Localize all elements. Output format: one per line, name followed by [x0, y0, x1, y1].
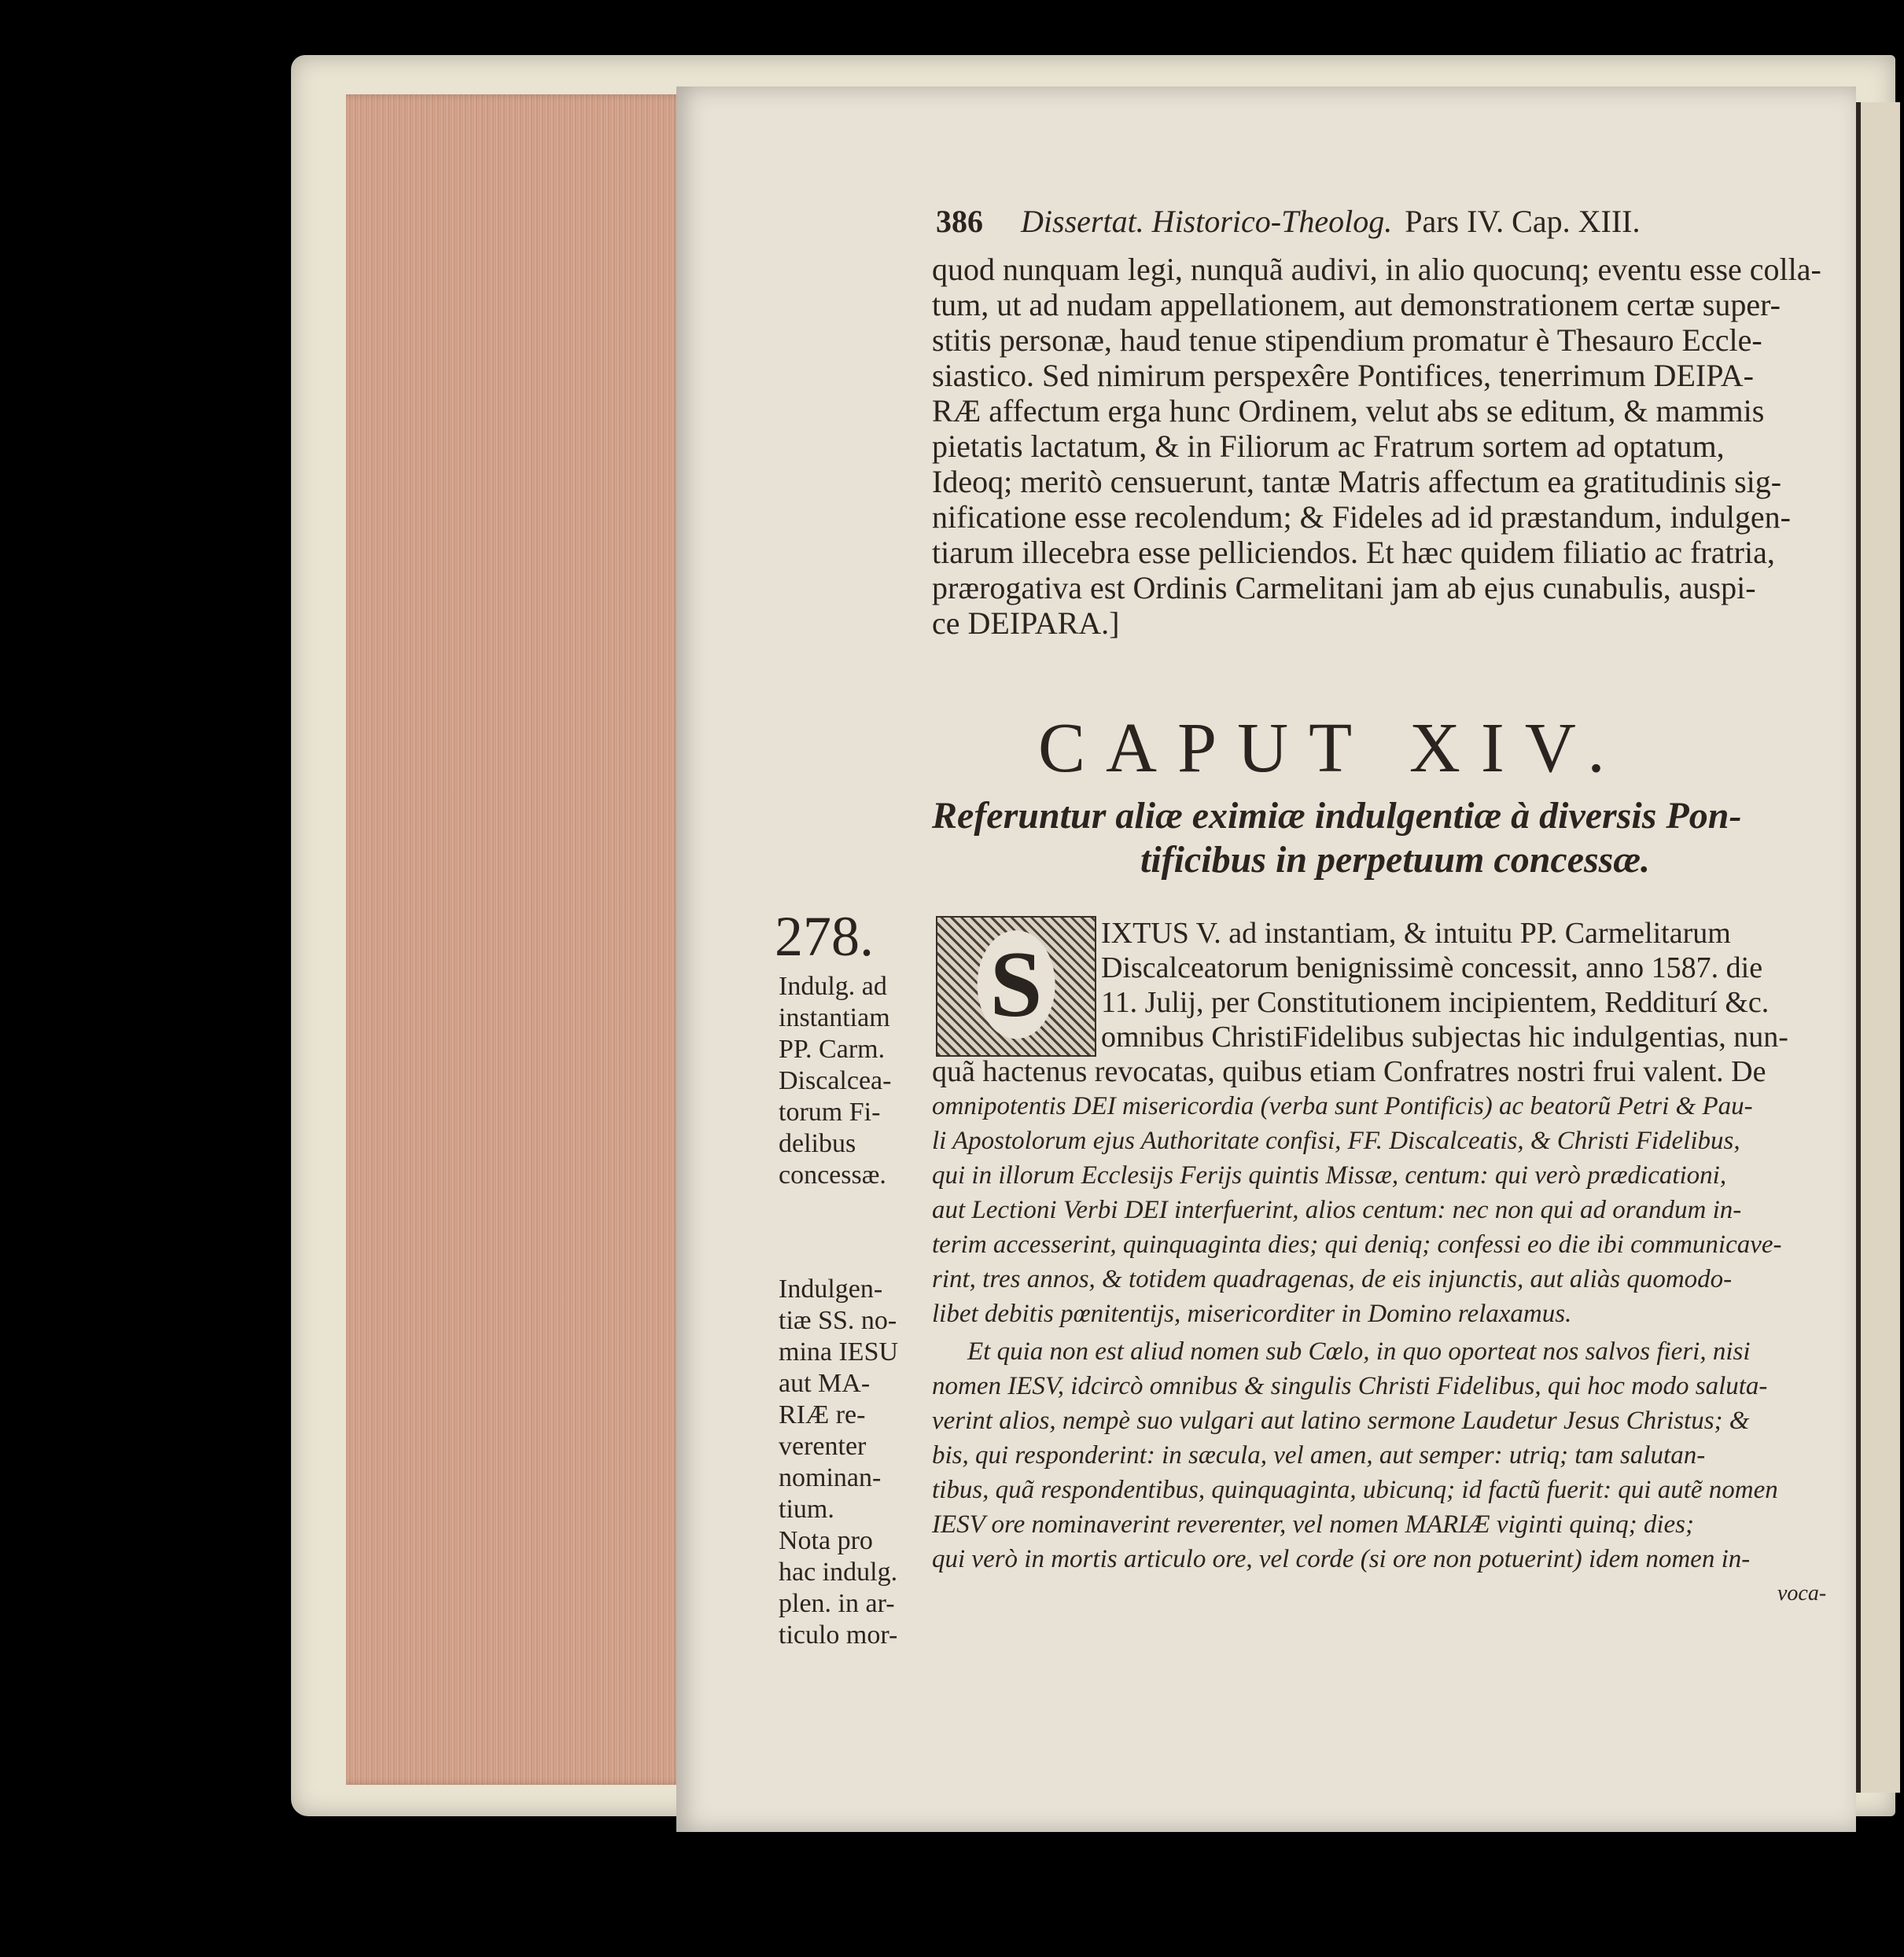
margin-line: Nota pro — [779, 1526, 873, 1555]
text-line: tum, ut ad nudam appellationem, aut demonstrationem certæ super- — [932, 287, 1781, 322]
text-line: aut Lectioni Verbi DEI interfuerint, alios centum: nec non qui ad orandum in- — [932, 1196, 1742, 1224]
catchword: voca- — [1777, 1581, 1827, 1606]
initial-letter: S — [978, 930, 1055, 1039]
paragraph-number: 278. — [775, 905, 874, 968]
margin-line: Indulg. ad — [779, 972, 887, 1001]
margin-line: aut MA- — [779, 1369, 871, 1398]
text-line: siastico. Sed nimirum perspexêre Pontifices, tenerrimum DEIPA- — [932, 358, 1754, 393]
text-line: omnibus ChristiFidelibus subjectas hic indulgentias, nun- — [1101, 1021, 1788, 1054]
margin-line: tiæ SS. no- — [779, 1306, 897, 1335]
margin-line: plen. in ar- — [779, 1589, 895, 1618]
text-line: pietatis lactatum, & in Filiorum ac Fratrum sortem ad optatum, — [932, 429, 1725, 464]
chapter-subtitle-line2: tificibus in perpetuum concessæ. — [1140, 839, 1651, 881]
text-line: verint alios, nempè suo vulgari aut latino sermone Laudetur Jesus Christus; & — [932, 1407, 1750, 1435]
margin-line: ticulo mor- — [779, 1620, 898, 1650]
margin-note-1 — [779, 971, 891, 1191]
text-line: qui in illorum Ecclesijs Ferijs quintis Missæ, centum: qui verò prædicationi, — [932, 1161, 1727, 1190]
running-title: Dissertat. Historico-Theolog. — [1021, 204, 1393, 239]
text-line: libet debitis pœnitentijs, misericorditer in Domino relaxamus. — [932, 1300, 1572, 1328]
margin-line: tium. — [779, 1495, 834, 1524]
text-line: RÆ affectum erga hunc Ordinem, velut abs se editum, & mammis — [932, 393, 1765, 429]
margin-line: concessæ. — [779, 1161, 886, 1190]
margin-line: RIÆ re- — [779, 1400, 866, 1429]
text-line: quã hactenus revocatas, quibus etiam Confratres nostri frui valent. De — [932, 1055, 1766, 1088]
text-line: omnipotentis DEI misericordia (verba sunt Pontificis) ac beatorũ Petri & Pau- — [932, 1092, 1753, 1120]
margin-note-2 — [779, 1274, 898, 1651]
text-line: qui verò in mortis articulo ore, vel corde (si ore non potuerint) idem nomen in- — [932, 1545, 1751, 1573]
text-line: quod nunquam legi, nunquã audivi, in alio quocunq; eventu esse colla- — [932, 252, 1821, 287]
text-line: prærogativa est Ordinis Carmelitani jam ab ejus cunabulis, auspi- — [932, 570, 1756, 605]
text-line: nomen IESV, idcircò omnibus & singulis Christi Fidelibus, qui hoc modo saluta- — [932, 1372, 1768, 1400]
margin-line: verenter — [779, 1432, 867, 1461]
margin-line: delibus — [779, 1129, 856, 1158]
page-number: 386 — [936, 204, 983, 239]
text-line: li Apostolorum ejus Authoritate confisi, FF. Discalceatis, & Christi Fidelibus, — [932, 1127, 1740, 1155]
margin-line: torum Fi- — [779, 1098, 881, 1127]
margin-line: Indulgen- — [779, 1275, 883, 1304]
text-line: Ideoq; meritò censuerunt, tantæ Matris affectum ea gratitudinis sig- — [932, 464, 1782, 499]
right-page-edge — [1856, 102, 1900, 1793]
text-line: Et quia non est aliud nomen sub Cœlo, in quo oporteat nos salvos fieri, nisi — [967, 1337, 1751, 1366]
page-edges — [346, 94, 684, 1785]
text-line: bis, qui responderint: in sæcula, vel amen, aut semper: utriq; tam salutan- — [932, 1441, 1706, 1470]
text-line: rint, tres annos, & totidem quadragenas, de eis injunctis, aut aliàs quomodo- — [932, 1265, 1733, 1293]
margin-line: hac indulg. — [779, 1558, 898, 1587]
margin-line: mina IESU — [779, 1337, 899, 1367]
margin-line: nominan- — [779, 1463, 882, 1492]
decorated-initial — [936, 916, 1096, 1057]
text-line: IESV ore nominaverint reverenter, vel nomen MARIÆ viginti quinq; dies; — [932, 1510, 1694, 1539]
text-line: Discalceatorum benignissimè concessit, anno 1587. die — [1101, 951, 1763, 984]
text-line: stitis personæ, haud tenue stipendium promatur è Thesauro Eccle- — [932, 322, 1762, 358]
margin-line: Discalcea- — [779, 1066, 892, 1095]
chapter-title: CAPUT XIV. — [1038, 709, 1626, 787]
text-line: nificatione esse recolendum; & Fideles ad id præstandum, indulgen- — [932, 499, 1791, 535]
text-line: 11. Julij, per Constitutionem incipientem, Redditurí &c. — [1101, 986, 1770, 1019]
text-line: tibus, quã respondentibus, quinquaginta, ubicunq; id factũ fuerit: qui autẽ nomen — [932, 1476, 1778, 1504]
text-line: terim accesserint, quinquaginta dies; qui deniq; confessi eo die ibi communicave- — [932, 1230, 1782, 1259]
text-line: tiarum illecebra esse pelliciendos. Et hæc quidem filiatio ac fratria, — [932, 535, 1775, 570]
chapter-subtitle-line1: Referuntur aliæ eximiæ indulgentiæ à diversis Pon- — [932, 795, 1742, 837]
part-chapter: Pars IV. Cap. XIII. — [1405, 204, 1641, 239]
text-line: IXTUS V. ad instantiam, & intuitu PP. Carmelitarum — [1101, 917, 1731, 950]
margin-line: instantiam — [779, 1003, 890, 1032]
text-line: ce DEIPARA.] — [932, 605, 1120, 641]
margin-line: PP. Carm. — [779, 1035, 886, 1064]
running-header — [936, 203, 1640, 240]
